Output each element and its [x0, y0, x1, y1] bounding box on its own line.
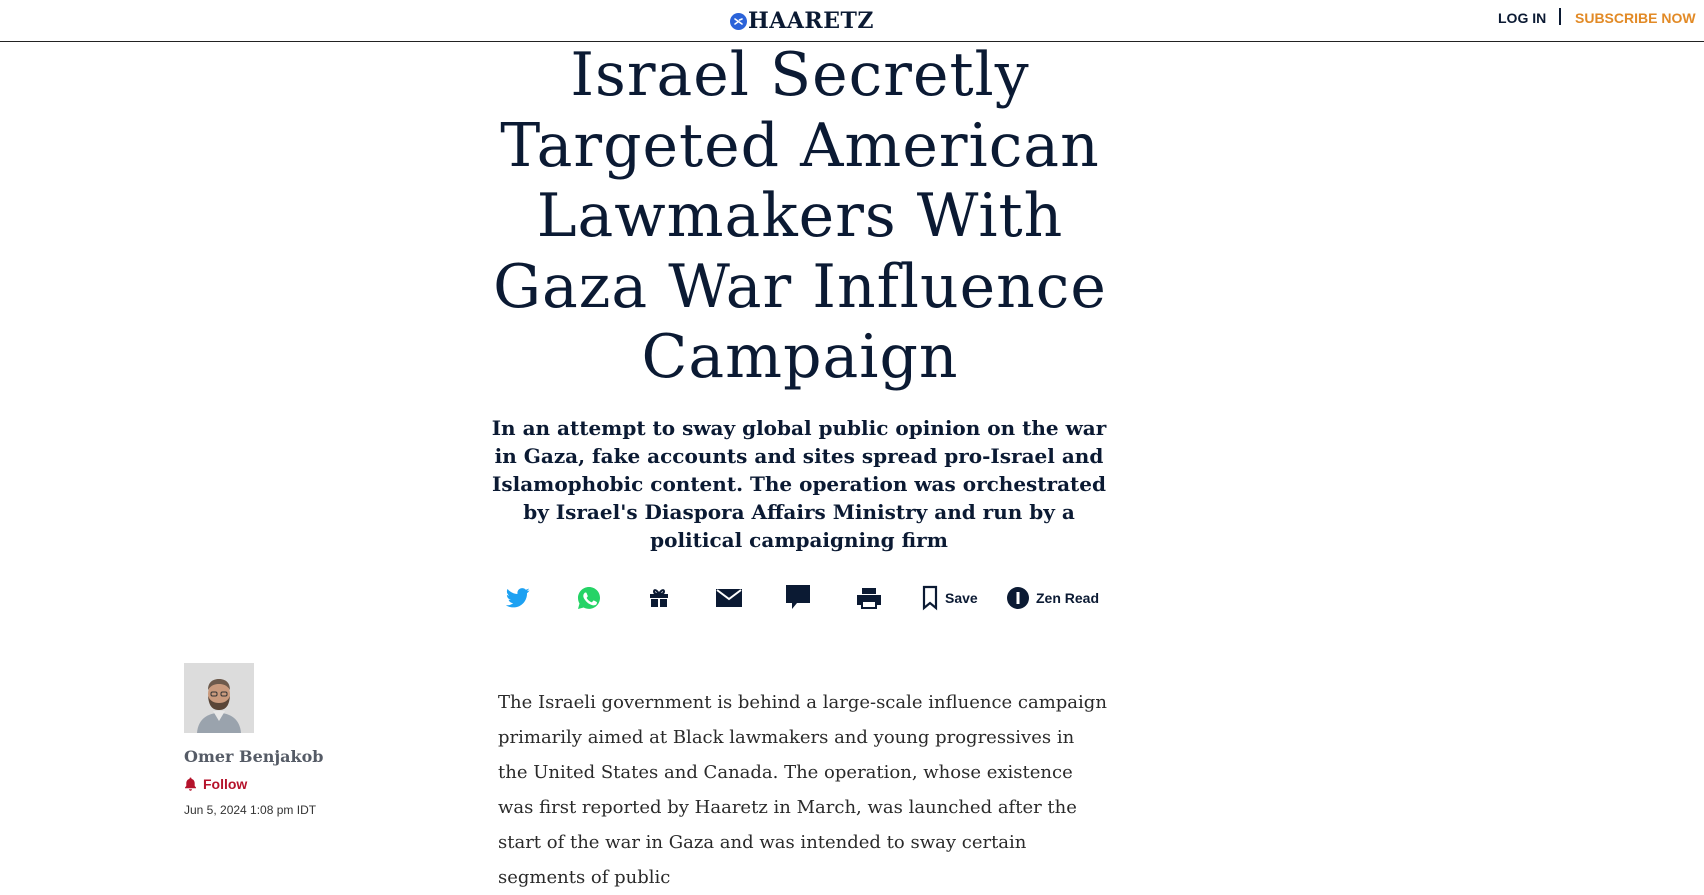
follow-label: Follow	[203, 776, 248, 792]
zen-read-label: Zen Read	[1036, 590, 1100, 606]
email-share-button[interactable]	[716, 584, 742, 612]
print-button[interactable]	[857, 584, 881, 612]
gift-icon	[647, 586, 671, 610]
save-label: Save	[945, 590, 978, 606]
bell-icon	[184, 777, 197, 791]
login-link[interactable]: LOG IN	[1498, 10, 1547, 26]
twitter-share-button[interactable]	[506, 584, 530, 612]
share-bar	[0, 580, 1704, 616]
gift-article-button[interactable]	[647, 584, 671, 612]
author-avatar[interactable]	[184, 663, 254, 733]
comments-button[interactable]	[786, 584, 810, 612]
whatsapp-share-button[interactable]	[577, 584, 601, 612]
email-icon	[716, 588, 742, 608]
article-subheadline: In an attempt to sway global public opinion on the war in Gaza, fake accounts and sites spread pro-Israel and Islamophobic content. The operation was orchestrated by Israel's Diaspora Affairs Ministry and run by a political campaigning firm	[491, 416, 1107, 552]
save-button[interactable]	[922, 584, 978, 612]
follow-author-button[interactable]	[184, 776, 247, 792]
subscribe-button[interactable]: SUBSCRIBE NOW	[1575, 10, 1696, 26]
twitter-icon	[506, 587, 530, 609]
whatsapp-icon	[577, 586, 601, 610]
haaretz-logo[interactable]	[730, 8, 874, 34]
article-body-paragraph: The Israeli government is behind a large-scale influence campaign primarily aimed at Black lawmakers and young progressives in the United States and Canada. The operation, whose existence was first reported by Haaretz in March, was launched after the start of the war in Gaza and was intended to sway certain segments of public	[498, 692, 1107, 888]
publish-date: Jun 5, 2024 1:08 pm IDT	[184, 803, 317, 817]
comment-icon	[786, 585, 810, 611]
print-icon	[857, 586, 881, 610]
site-header	[0, 0, 1704, 42]
zen-read-icon	[1007, 587, 1029, 609]
bookmark-icon	[922, 586, 938, 610]
logo-text: HAARETZ	[748, 8, 874, 34]
logo-mark-icon	[730, 13, 747, 30]
article-headline: Israel Secretly Targeted American Lawmakers With Gaza War Influence Campaign	[493, 40, 1107, 392]
header-divider	[1559, 8, 1561, 25]
author-name[interactable]: Omer Benjakob	[184, 747, 324, 766]
zen-read-button[interactable]	[1007, 584, 1099, 612]
